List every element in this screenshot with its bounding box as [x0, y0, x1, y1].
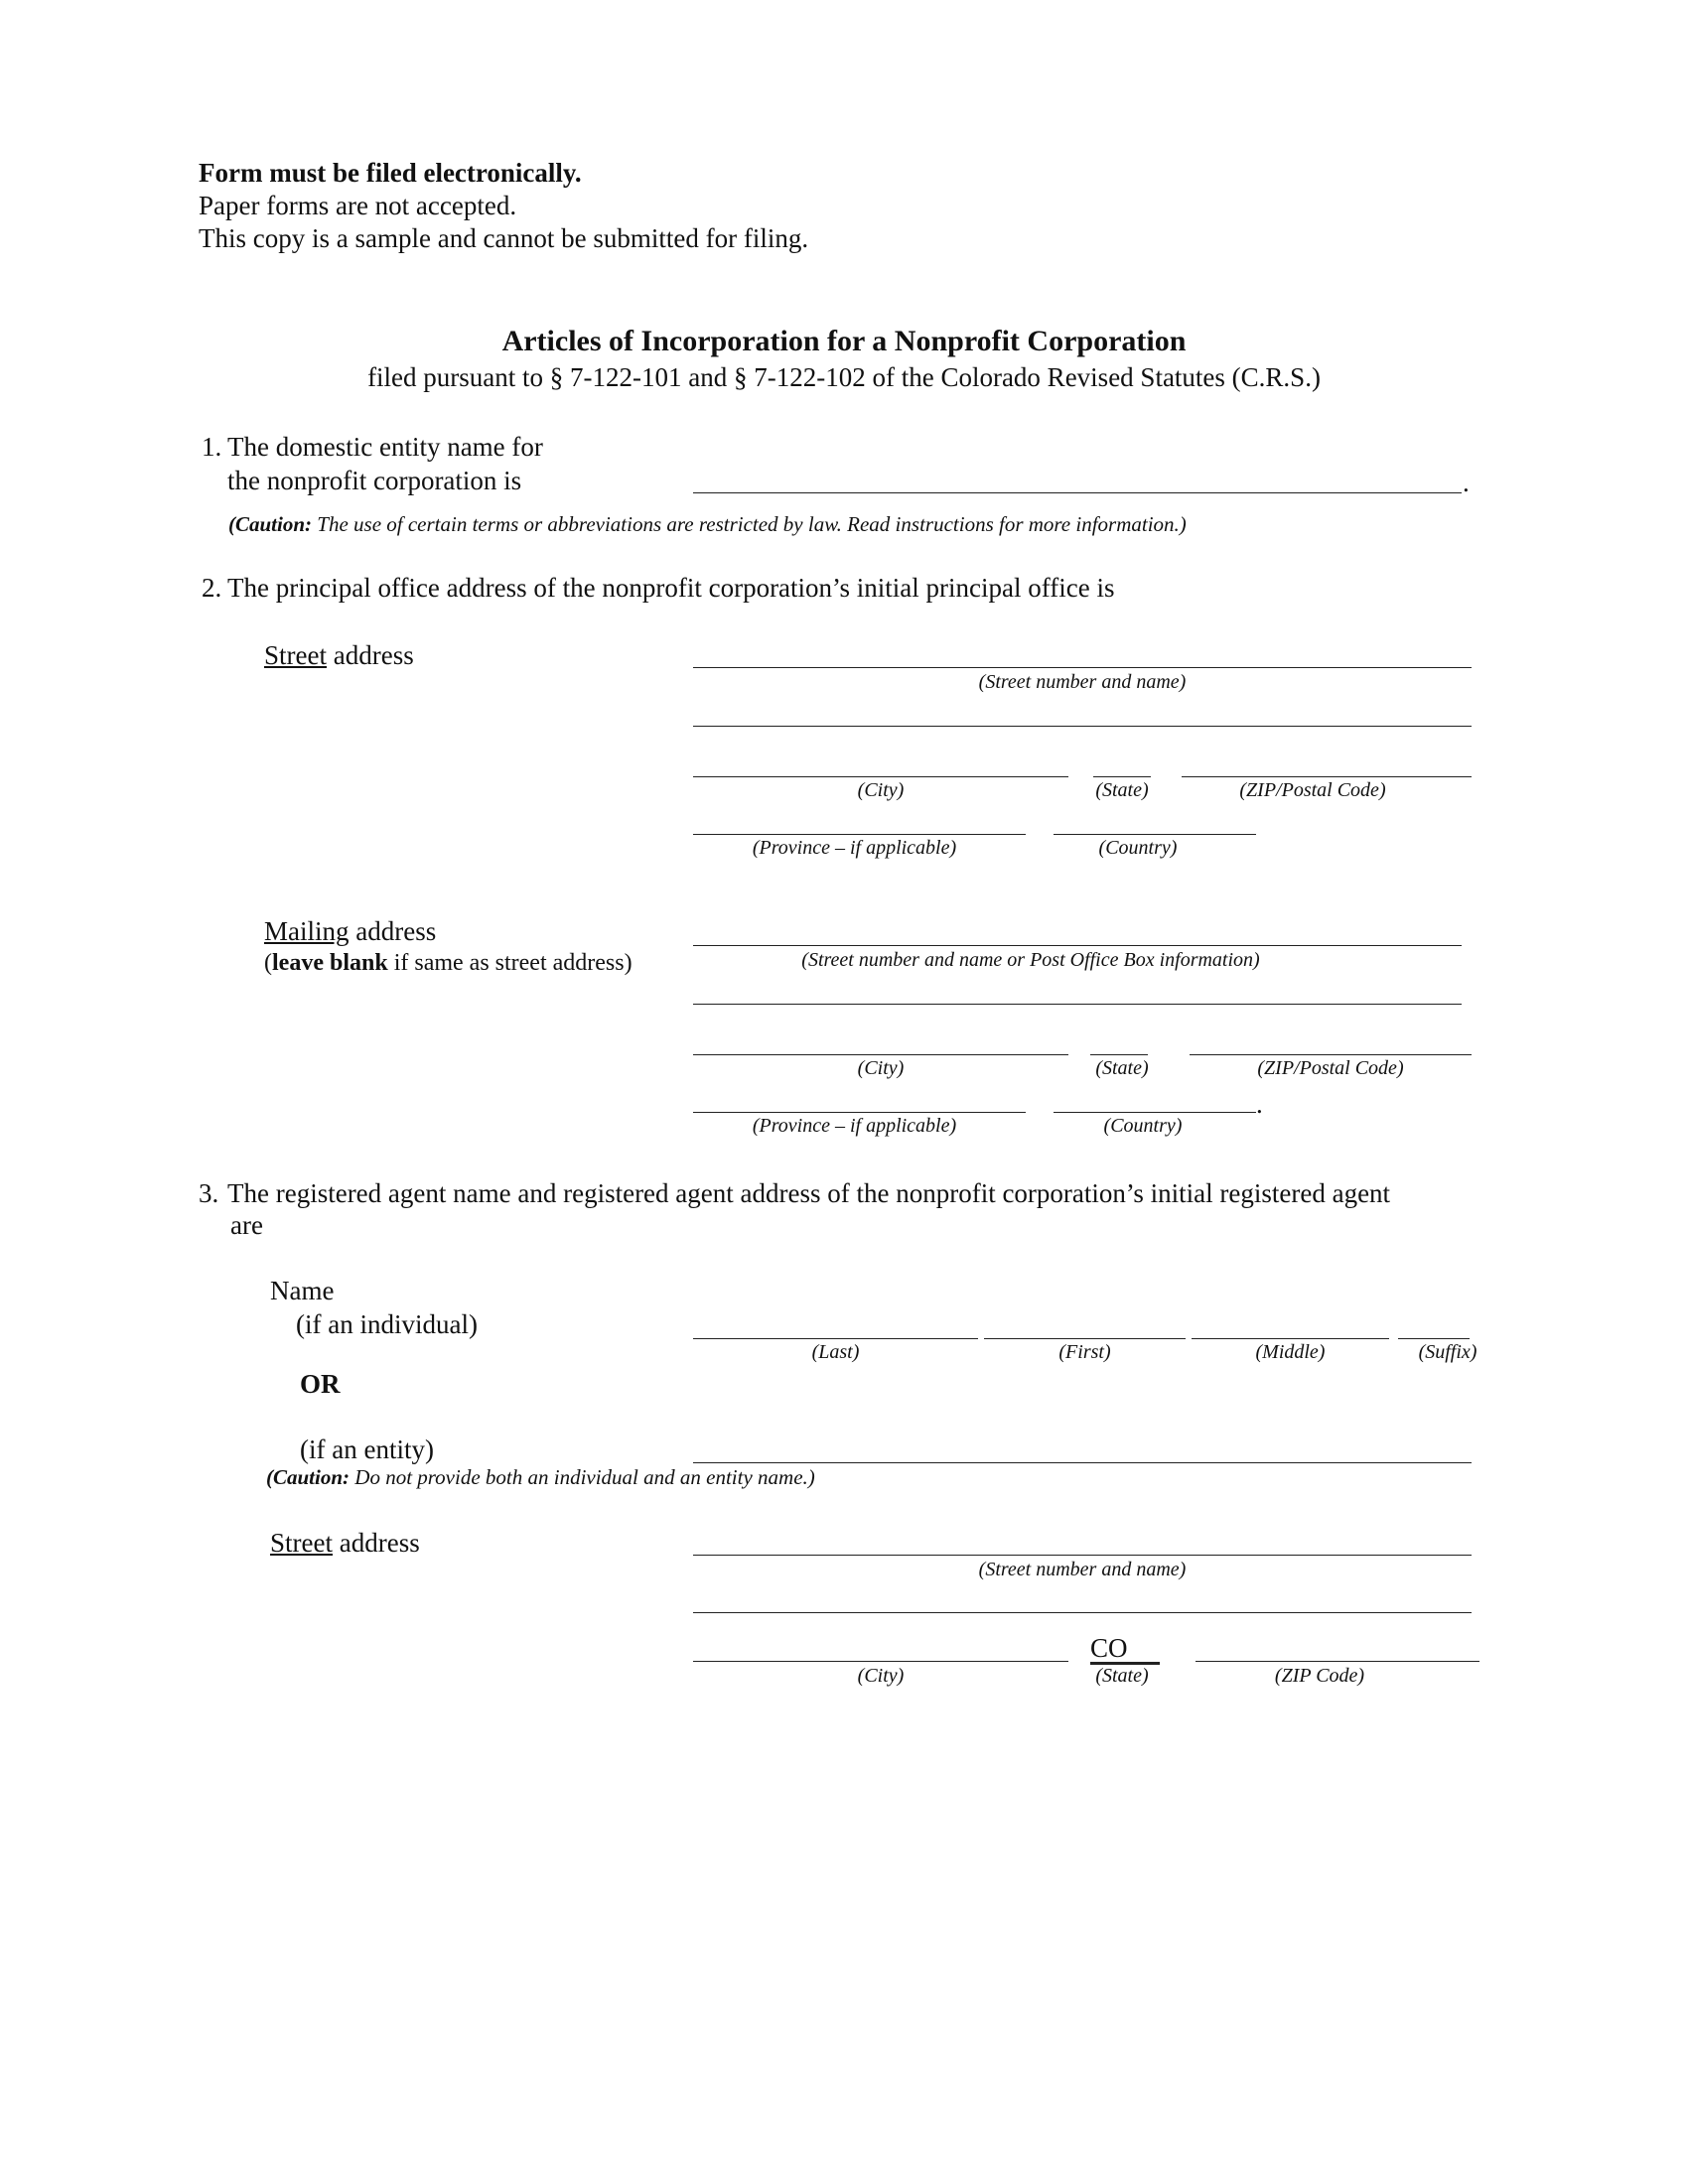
agent-street-field[interactable] — [693, 1555, 1472, 1556]
principal-state-field[interactable] — [1093, 776, 1151, 777]
agent-first-name-field[interactable] — [984, 1338, 1186, 1339]
item3-caution-bold: (Caution: — [266, 1465, 351, 1489]
mailing-city-caption: (City) — [857, 1057, 905, 1079]
mailing-city-field[interactable] — [693, 1054, 1068, 1055]
mailing-street-field-2[interactable] — [693, 1004, 1462, 1005]
agent-last-caption: (Last) — [811, 1341, 860, 1363]
principal-province-caption: (Province – if applicable) — [752, 837, 957, 859]
entity-name-field[interactable] — [693, 492, 1462, 493]
item3-text-line2: are — [230, 1210, 263, 1240]
agent-zip-caption: (ZIP Code) — [1274, 1665, 1365, 1687]
principal-street-caption: (Street number and name) — [978, 671, 1187, 693]
mailing-street-caption: (Street number and name or Post Office Box information) — [801, 949, 1260, 971]
principal-state-caption: (State) — [1095, 779, 1149, 801]
mailing-zip-field[interactable] — [1190, 1054, 1472, 1055]
mailing-note-bold: leave blank — [272, 950, 388, 976]
filing-notice-bold: Form must be filed electronically. — [199, 158, 582, 188]
page-title: Articles of Incorporation for a Nonprofit Corporation — [501, 325, 1187, 357]
principal-street-field[interactable] — [693, 667, 1472, 668]
agent-if-entity-label: (if an entity) — [300, 1434, 434, 1464]
principal-street-field-2[interactable] — [693, 726, 1472, 727]
principal-country-field[interactable] — [1054, 834, 1256, 835]
item1-label-line1: The domestic entity name for — [227, 432, 543, 462]
mailing-province-caption: (Province – if applicable) — [752, 1115, 957, 1137]
filing-notice-paper: Paper forms are not accepted. — [199, 191, 517, 220]
principal-zip-caption: (ZIP/Postal Code) — [1239, 779, 1386, 801]
agent-entity-name-field[interactable] — [693, 1462, 1472, 1463]
mailing-note-open: ( — [264, 950, 272, 976]
mailing-label-rest: address — [349, 916, 437, 946]
agent-street-label-underlined: Street — [270, 1528, 333, 1558]
agent-street-field-2[interactable] — [693, 1612, 1472, 1613]
item1-label-line2: the nonprofit corporation is — [227, 466, 522, 495]
agent-street-caption: (Street number and name) — [978, 1559, 1187, 1580]
mailing-country-field[interactable] — [1054, 1112, 1256, 1113]
agent-suffix-field[interactable] — [1398, 1338, 1470, 1339]
principal-province-field[interactable] — [693, 834, 1026, 835]
filing-notice-sample: This copy is a sample and cannot be submitted for filing. — [199, 223, 809, 253]
page-subtitle: filed pursuant to § 7-122-101 and § 7-122-102 of the Colorado Revised Statutes (C.R.S.) — [367, 362, 1321, 392]
principal-street-label-rest: address — [326, 640, 414, 670]
agent-last-name-field[interactable] — [693, 1338, 978, 1339]
agent-if-individual-label: (if an individual) — [296, 1309, 478, 1339]
mailing-zip-caption: (ZIP/Postal Code) — [1257, 1057, 1404, 1079]
agent-middle-caption: (Middle) — [1255, 1341, 1326, 1363]
principal-country-caption: (Country) — [1098, 837, 1178, 859]
agent-name-label: Name — [270, 1276, 335, 1305]
agent-first-caption: (First) — [1058, 1341, 1111, 1363]
principal-city-field[interactable] — [693, 776, 1068, 777]
item1-caution — [228, 512, 1187, 537]
principal-city-caption: (City) — [857, 779, 905, 801]
agent-zip-field[interactable] — [1196, 1661, 1479, 1662]
agent-suffix-caption: (Suffix) — [1418, 1341, 1477, 1363]
item3-text-line1: The registered agent name and registered agent address of the nonprofit corporation’s initial registered agent — [227, 1178, 1391, 1208]
mailing-note-rest: if same as street address) — [387, 950, 633, 976]
mailing-state-field[interactable] — [1090, 1054, 1148, 1055]
item2-text: The principal office address of the nonprofit corporation’s initial principal office is — [227, 573, 1115, 603]
item1-period: . — [1463, 468, 1470, 497]
principal-zip-field[interactable] — [1182, 776, 1472, 777]
item3-caution — [266, 1465, 815, 1490]
mailing-period: . — [1256, 1089, 1263, 1119]
item1-caution-text: The use of certain terms or abbreviations are restricted by law. Read instructions for more information.) — [312, 512, 1187, 536]
agent-city-field[interactable] — [693, 1661, 1068, 1662]
item1-number: 1. — [202, 432, 222, 462]
agent-state-caption: (State) — [1095, 1665, 1149, 1687]
agent-middle-name-field[interactable] — [1192, 1338, 1389, 1339]
agent-city-caption: (City) — [857, 1665, 905, 1687]
agent-state-value: CO — [1090, 1633, 1128, 1663]
mailing-province-field[interactable] — [693, 1112, 1026, 1113]
agent-street-address-label — [270, 1527, 420, 1559]
mailing-country-caption: (Country) — [1103, 1115, 1183, 1137]
mailing-street-field[interactable] — [693, 945, 1462, 946]
mailing-leave-blank-note — [264, 948, 633, 978]
item1-caution-bold: (Caution: — [228, 512, 313, 536]
item3-caution-text: Do not provide both an individual and an entity name.) — [350, 1465, 815, 1489]
agent-or-label: OR — [300, 1369, 341, 1399]
mailing-address-label — [264, 915, 436, 947]
mailing-state-caption: (State) — [1095, 1057, 1149, 1079]
item2-number: 2. — [202, 573, 222, 603]
agent-street-label-rest: address — [332, 1528, 420, 1558]
item3-number: 3. — [199, 1178, 219, 1208]
principal-street-label-underlined: Street — [264, 640, 327, 670]
mailing-label-underlined: Mailing — [264, 916, 350, 946]
principal-street-address-label — [264, 639, 414, 671]
